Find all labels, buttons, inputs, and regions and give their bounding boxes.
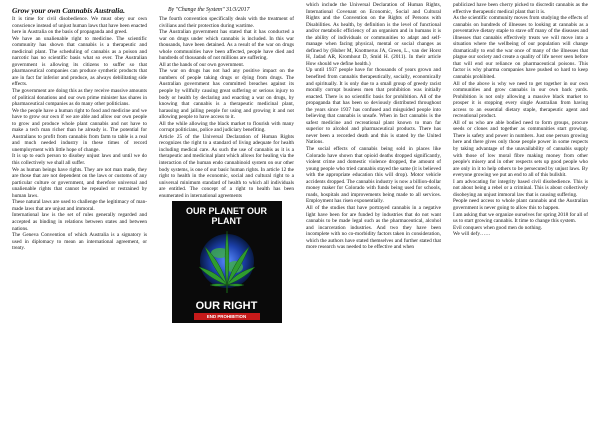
paragraph: These natural laws are used to challenge the legitimacy of man-made laws that are unjust and immoral. (12, 199, 147, 212)
poster-bottom-text: OUR RIGHT (195, 300, 258, 313)
column-2 (159, 16, 294, 422)
paragraph: The war on drugs has not had any positive impact on the numbers of people taking drugs or dying from drugs. The Australian government has committed breaches against its people by willfully causing great suffering or serious injury to body or health by declaring and enacting a war on drugs, by knowing that cannabis is a therapeutic medicinal plant, harassing and jailing people for using and growing it and not allowing people to have access to it. (159, 68, 294, 121)
paragraph: The Australian government has stated that it has conducted a war on drugs under which cannabis is included. In this war thousands, have been detained. As a result of the war on drugs whole communities have been affected, people have died and hundreds of thousands of not millions are suffering. (159, 29, 294, 62)
paragraph: which include the Universal Declaration of Human Rights, International Covenant on Economic, Social and Cultural Rights and the Convention on the Rights of Persons with Disabilities. As health, by definition is the level of functional and/or metabolic efficiency of an organism and in humans it is the ability of individuals or communities to adapt and self-manage when facing physical, mental or social changes as defined by (Huber M, Knottnerus JA, Green, L., van der Horst H, Jadad AR, Kromhout D, Smid H. (2011). In their article How should we define health.) (306, 2, 441, 67)
poster-top-text: OUR PLANET OUR PLANT (186, 206, 267, 227)
poster-banner: END PROHIBITION (194, 313, 260, 320)
paragraph: As the scientific community moves from studying the effects of cannabis on hundreds of illnesses to looking at cannabis as a preventative dietary staple to stave off many of the diseases and illnesses that cannabis effectively treats we will move into a situation where the wellbeing of our population will change dramatically to end the war once of many of the illnesses that plague our society and create a quality of life never seen before that will end our reliance on pharmaceutical poisons. This factor is why pharma companies have pushed so hard to keep cannabis prohibited. (453, 15, 588, 81)
paragraph: I am asking that we organize ourselves for spring 2018 for all of us to start growing cannabis. It time to change this system. (453, 211, 588, 225)
article-byline: By "Change the System" 31/3/2017 (168, 6, 250, 13)
paragraph: We will defy…… (453, 231, 491, 238)
column-4 (453, 2, 588, 422)
paragraph: The government are doing this as they receive massive amounts of political donations and our own prime minister has shares in pharmaceutical companies as do many other politicians. (12, 88, 147, 108)
paragraph: People need access to whole plant cannabis and the Australian government is never going to allow this to happen. (453, 198, 588, 211)
column-3 (306, 2, 441, 422)
paragraph: Up until 1937 people have for thousands of years grown and benefited from cannabis therapeutically, socially, economically and spiritually. It is only due to a small group of greedy racist morally corrupt business men that prohibition was initially enacted. There is no scientific basis for prohibition. All of the propaganda that has been so deviously distributed throughout the years since 1937 has confused and misguided people into believing that cannabis is unsafe. When in fact cannabis is the safest medicine and recreational plant known to man far superior to alcohol and pharmaceutical products. There has never been a recorded death and this is stated by the United Nations. (306, 67, 441, 146)
paragraph: Evil conquers when good men do nothing. (453, 224, 543, 231)
paragraph: The social effects of cannabis being sold in places like Colorado have shown that opioid deaths dropped significantly, violent crime and domestic violence dropped, the amount of young people who tried cannabis stayed the same (it is believed with the appropriate education this will drop). Motor vehicle accidents dropped. The cannabis industry is now a billion-dollar money maker for Colorado with funds being used for schools, roads, hospitals and improvements being made to all services. Employment has risen exponentially. (306, 146, 441, 205)
paragraph: All of the above is why we need to get together in our own communities and grow cannabis in our own back yards. Prohibition is not only allowing a massive black market to prosper it is stopping every single Australian from having access to an essential dietary staple, therapeutic agent and recreational product. (453, 80, 588, 120)
paragraph: It is up to each person to disobey unjust laws and until we do this collectively we shall all suffer. (12, 153, 147, 167)
paragraph: We have an unalienable right to medicine. The scientific community has shown that cannabis is a therapeutic and medicinal plant. The scheduling of cannabis as a poison and narcotic has no scientific basis what so ever. The Australian government is allowing its citizens to suffer so that pharmaceutical companies can produce synthetic products that are in fact far inferior and produce, as always debilitating side effects. (12, 35, 147, 88)
paragraph: All the while allowing the black market to flourish with many corrupt politicians, police and judiciary benefiting. (159, 120, 294, 134)
paragraph: All of the studies that have portrayed cannabis in a negative light have been for are funded by industries that do not want cannabis to be made legal such as the pharmaceutical, alcohol and incarceration industries. And two they have been incomplete with no co-morbidity factors taken in consideration, which the authors have stated themselves and further stated that more research was needed to be effective and when (306, 204, 441, 251)
paragraph: The Geneva Convention of which Australia is a signatory is used in diplomacy to mean an international agreement, or treaty. (12, 232, 147, 252)
article-title: Grow your own Cannabis Australia. (12, 6, 126, 15)
paragraph: The fourth convention specifically deals with the treatment of civilians and their protection during wartime. (159, 16, 294, 29)
paragraph: We as human beings have rights. They are not man made, they are those that are not dependent on the laws or customs of any particular culture or government, and therefore universal and unalienable rights that cannot be repealed or restrained by human laws. (12, 166, 147, 199)
paragraph: We the people have a human right to food and medicine and we have to grow our own if we are able and allow our own people to grow and produce whole plant cannabis and not have to make a tech man richer than he already is. The potential for Australians to profit from cannabis from farm to table is a real and much needed industry in these times of record unemployment with little hope of change. (12, 107, 147, 153)
paragraph: It is time for civil disobedience. We must obey our own conscience instead of unjust human laws that have been enacted here in Australia on the basis of propaganda and greed. (12, 16, 147, 36)
paragraph: Article 25 of the Universal Declaration of Human Rights recognizes the right to a standard of living adequate for health including medical care. As such the use of cannabis as it is a therapeutic and medicinal plant which allows for healing via the interaction of the human endo cannabinoid system on our other body systems, is one of our basic human rights. In article 12 the right to health in the economic, social and cultural right to a universal minimum standard of health to which all individuals are entitled. The concept of a right to health has been enumerated in international agreements (159, 133, 294, 199)
paragraph: I am advocating for integrity based civil disobedience. This is not about being a rebel or a criminal. This is about collectively disobeying an unjust immoral law that is causing suffering. (453, 178, 588, 198)
paragraph: International law is the set of rules generally regarded and accepted as binding in relations between states and between nations. (12, 212, 147, 232)
column-1 (12, 5, 147, 422)
paragraph: All at the hands of our own government. (159, 61, 245, 68)
poster-image (172, 201, 282, 323)
paragraph: All of us who are able bodied need to form groups, procure seeds or clones and together as communities start growing. There is safety and power in numbers. Just one person growing here and there gives only those people power in some respects by taking advantage of the unavailability of cannabis supply with those of low moral fibre making money from other people's misery and in other respects sets up good people who are only in it to help others to be persecuted by unjust laws. By everyone growing we put an end to all of this bullshit. (453, 119, 588, 179)
paragraph: publicized have been cherry picked to discredit cannabis as the effective therapeutic medical plant that it is. (453, 2, 588, 15)
